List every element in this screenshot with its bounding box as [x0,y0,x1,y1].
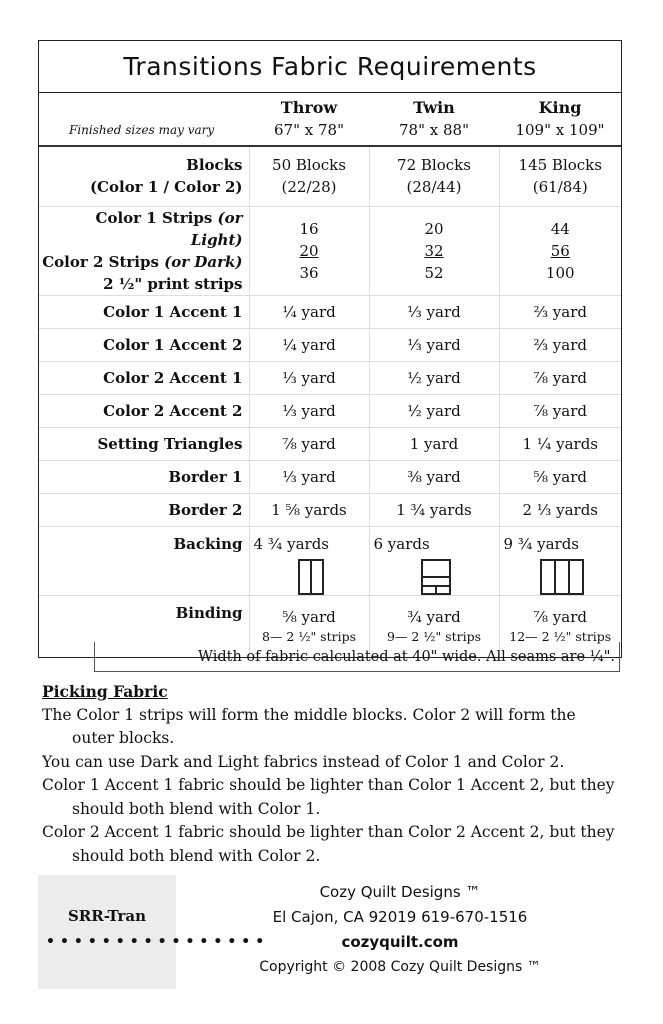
backing-row [39,526,621,595]
row-label: Border 2 [39,493,249,526]
row-label [39,207,243,251]
blocks-row [39,146,621,206]
cell: ⅔ yard [499,328,621,361]
paragraph: Color 1 Accent 1 fabric should be lighter than Color 1 Accent 2, but they should both blend with Color 1. [42,776,615,818]
cell: 8— 2 ½" strips [261,629,357,645]
cell: 9 ¾ yards [503,534,580,553]
address: El Cajon, CA 92019 619-670-1516 [272,908,528,926]
fabric-requirements-table [38,40,622,658]
cell: ⅔ yard [499,295,621,328]
yardage-row [39,427,621,460]
size-dims: 109" x 109" [515,121,605,139]
cell: 100 [545,263,575,282]
cell: ⅝ yard [282,608,336,627]
cell: ¼ yard [249,295,369,328]
cell: 1 yard [369,427,499,460]
paragraph: You can use Dark and Light fabrics instead of Color 1 and Color 2. [42,752,565,771]
cell: ½ yard [369,361,499,394]
footnote: Width of fabric calculated at 40" wide. All seams are ¼". [94,642,620,672]
cell: 16 [299,219,319,238]
yardage-row [39,328,621,361]
cell: ⅓ yard [369,295,499,328]
cell: 20 [424,219,444,238]
row-label: Backing [39,526,249,595]
cell: ⅓ yard [249,361,369,394]
cell: ⅞ yard [249,427,369,460]
cell: ½ yard [369,394,499,427]
row-label: (Color 1 / Color 2) [89,178,243,197]
header-row [39,93,621,146]
cell: 1 ¼ yards [499,427,621,460]
cell: 36 [299,263,319,282]
cell: 20 [299,241,319,260]
size-dims: 67" x 78" [274,121,344,139]
cell: ⅝ yard [499,460,621,493]
cell: ¼ yard [249,328,369,361]
row-label: Color 1 Accent 2 [39,328,249,361]
size-name: Throw [280,98,338,117]
yardage-row [39,493,621,526]
cell: ⅜ yard [369,460,499,493]
cell: 72 Blocks [397,156,471,175]
cell: ⅞ yard [533,608,587,627]
row-label: Color 2 Accent 2 [39,394,249,427]
pattern-code: SRR-Tran [67,907,147,925]
row-label: Blocks [186,156,243,175]
pattern-code-box [38,875,176,989]
cell: 1 ¾ yards [369,493,499,526]
yardage-row [39,394,621,427]
yardage-row [39,361,621,394]
paragraph: Color 2 Accent 1 fabric should be lighter than Color 2 Accent 2, but they should both blend with Color 2. [42,823,615,865]
cell: 2 ⅓ yards [499,493,621,526]
cell: 50 Blocks [272,156,346,175]
cell: ⅞ yard [499,361,621,394]
picking-fabric-section [42,680,622,868]
dotted-divider: •••••••••••••••• [46,934,270,950]
contact-info [230,880,570,980]
section-heading: Picking Fabric [42,682,168,701]
cell: 6 yards [373,534,430,553]
label-text: Color 2 Strips [42,252,165,271]
row-label: Binding [39,595,249,657]
cell: 52 [424,263,444,282]
cell: 145 Blocks [518,156,602,175]
page-title: Transitions Fabric Requirements [39,41,621,93]
cell: ⅓ yard [369,328,499,361]
website-link[interactable]: cozyquilt.com [341,933,459,951]
cell: 44 [550,219,570,238]
backing-diagram-two-panel-icon [298,559,324,595]
row-label [39,251,243,273]
row-label: Color 1 Accent 1 [39,295,249,328]
cell: 56 [550,241,570,260]
cell: (61/84) [532,178,588,197]
row-label: 2 ½" print strips [103,274,243,293]
row-label: Setting Triangles [39,427,249,460]
size-name: Twin [413,98,455,117]
backing-diagram-three-panel-icon [540,559,584,595]
cell: ⅓ yard [249,460,369,493]
cell: 9— 2 ½" strips [386,629,482,645]
cell: ¾ yard [407,608,461,627]
label-em: (or Light) [190,208,243,249]
company-name: Cozy Quilt Designs ™ [319,883,481,901]
cell: (22/28) [281,178,337,197]
yardage-row [39,295,621,328]
cell: 32 [424,241,444,260]
size-name: King [538,98,582,117]
copyright: Copyright © 2008 Cozy Quilt Designs ™ [259,959,541,975]
backing-diagram-horizontal-panel-icon [421,559,451,595]
paragraph: The Color 1 strips will form the middle blocks. Color 2 will form the outer blocks. [42,705,576,747]
size-dims: 78" x 88" [399,121,469,139]
strips-row [39,206,621,295]
cell: 1 ⅝ yards [249,493,369,526]
row-label: Color 2 Accent 1 [39,361,249,394]
sizes-note: Finished sizes may vary [39,93,249,146]
label-text: Color 1 Strips [95,208,218,227]
cell: ⅞ yard [499,394,621,427]
label-em: (or Dark) [164,252,243,271]
cell: 4 ¾ yards [253,534,330,553]
cell: ⅓ yard [249,394,369,427]
cell: 12— 2 ½" strips [509,629,612,645]
cell: (28/44) [406,178,462,197]
row-label: Border 1 [39,460,249,493]
yardage-row [39,460,621,493]
